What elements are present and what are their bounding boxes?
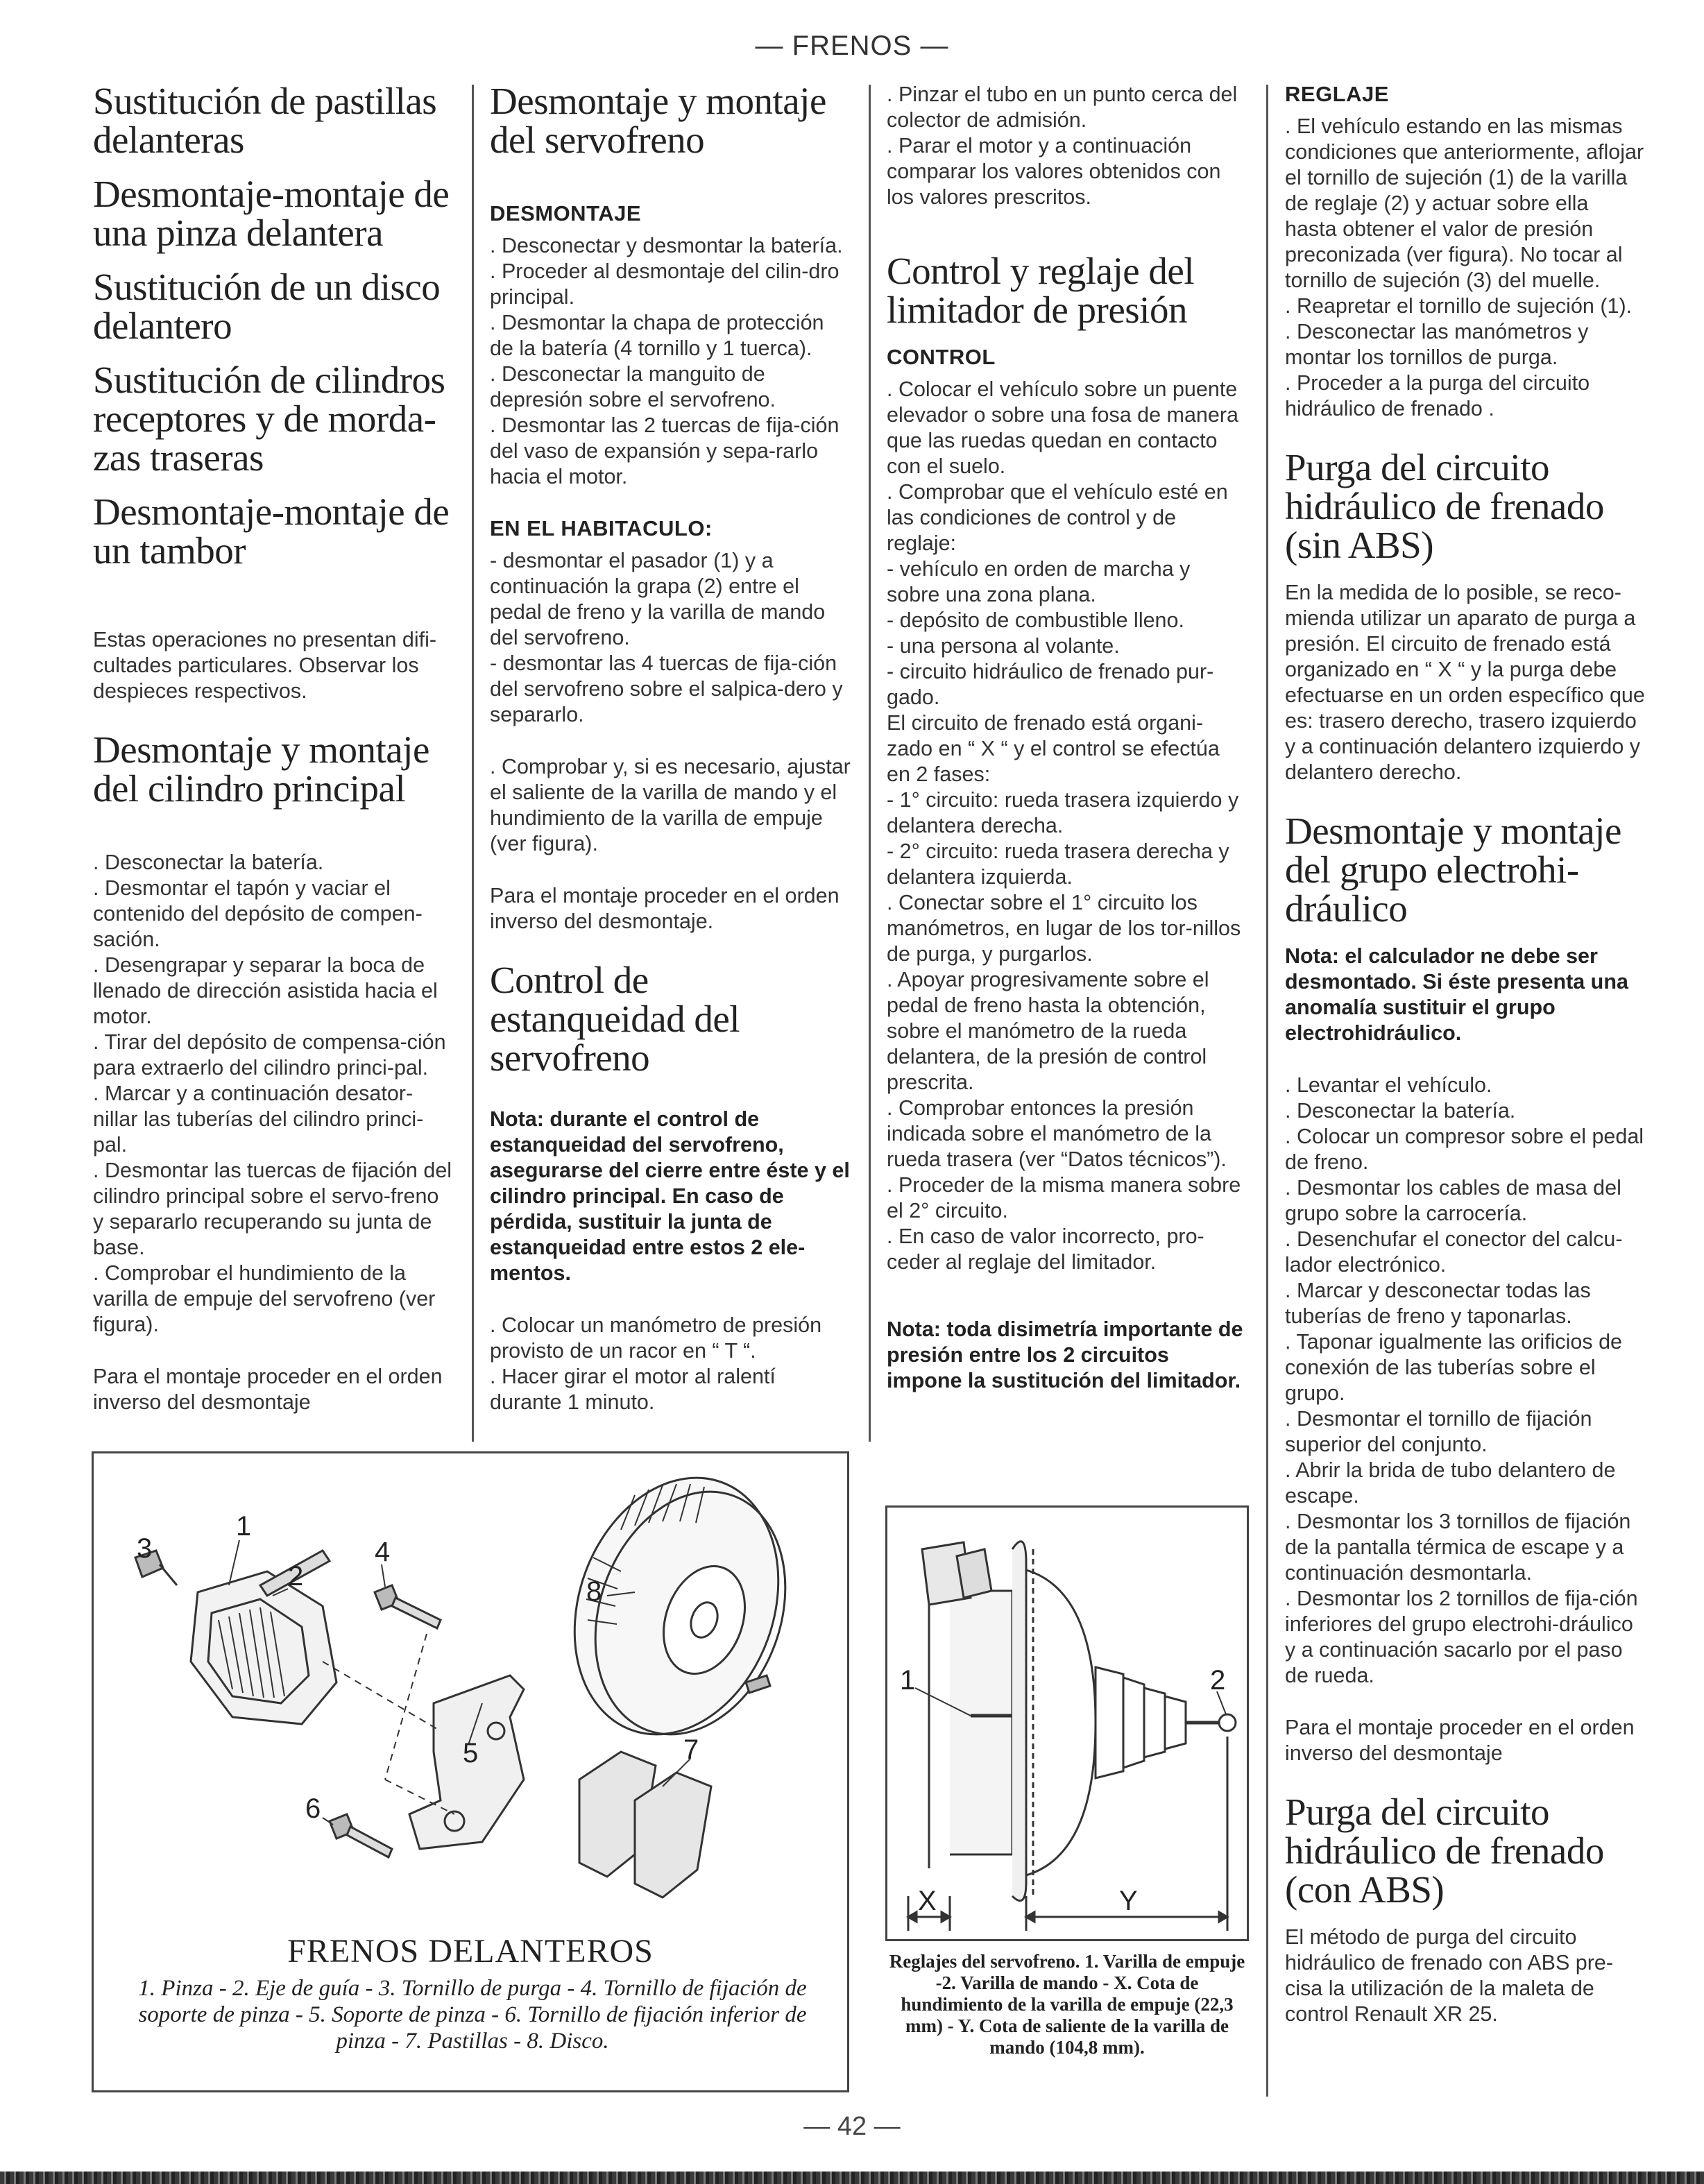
column-rule xyxy=(1266,85,1268,2097)
paragraph: . Desengrapar y separar la boca de llenado de dirección asistida hacia el motor. xyxy=(93,953,438,1028)
paragraph: . Comprobar entonces la presión indicada sobre el manómetro de la rueda trasera (ver “Datos técnicos”). xyxy=(887,1096,1227,1171)
paragraph: Para el montaje proceder en el orden inverso del desmontaje xyxy=(1285,1716,1635,1765)
section-heading: Purga del circuito hidráulico de frenado (con ABS) xyxy=(1285,1791,1604,1911)
paragraph: . Tirar del depósito de compensa-ción para extraerlo del cilindro princi-pal. xyxy=(93,1030,446,1080)
paragraph: . Desconectar la batería. xyxy=(93,851,324,874)
paragraph: . Desmontar los cables de masa del grupo sobre la carrocería. xyxy=(1285,1176,1621,1225)
page-number: — 42 — xyxy=(803,2112,901,2141)
paragraph: . Desmontar las 2 tuercas de fija-ción del vaso de expansión y sepa-rarlo hacia el motor. xyxy=(490,413,840,488)
subheading: CONTROL xyxy=(887,345,996,369)
paragraph: . El vehículo estando en las mismas condiciones que anteriormente, aflojar el tornillo de sujeción (1) de la varilla de reglaje (2) y actuar sobre ella hasta obtener el valor de presión preconizada (ver figura). No tocar al tornillo de sujeción (3) del muelle. xyxy=(1285,114,1644,292)
paragraph: - desmontar las 4 tuercas de fija-ción del servofreno sobre el salpica-dero y separarlo. xyxy=(490,651,843,726)
front-brakes-figure xyxy=(92,1451,849,2092)
figure-label: X xyxy=(918,1886,937,1916)
figure-label: 4 xyxy=(375,1537,391,1567)
figure-label: Y xyxy=(1119,1886,1138,1916)
paragraph: . Colocar un compresor sobre el pedal de freno. xyxy=(1285,1125,1644,1174)
paragraph: - depósito de combustible lleno. xyxy=(887,608,1184,632)
section-heading: Purga del circuito hidráulico de frenado (sin ABS) xyxy=(1285,446,1604,566)
column-3 xyxy=(887,82,1247,1394)
paragraph: Para el montaje proceder en el orden inverso del desmontaje. xyxy=(490,884,840,933)
scan-edge xyxy=(0,2172,1704,2184)
servo-brake-drawing xyxy=(887,1508,1247,1939)
paragraph: . Pinzar el tubo en un punto cerca del colector de admisión. xyxy=(887,83,1238,132)
paragraph: . Colocar un manómetro de presión provisto de un racor en “ T “. xyxy=(490,1313,822,1363)
note: Nota: toda disimetría importante de presión entre los 2 circuitos impone la sustitución del limitador. xyxy=(887,1317,1243,1392)
subheading: DESMONTAJE xyxy=(490,201,642,225)
paragraph: - circuito hidráulico de frenado pur-gado. xyxy=(887,660,1214,709)
paragraph: - 1° circuito: rueda trasera izquierdo y delantera derecha. xyxy=(887,788,1239,837)
figure-label: 7 xyxy=(683,1734,699,1765)
paragraph: . Desmontar los 3 tornillos de fijación de la pantalla térmica de escape y a continuación desmontarla. xyxy=(1285,1510,1631,1585)
paragraph: - 2° circuito: rueda trasera derecha y delantera izquierda. xyxy=(887,839,1229,889)
paragraph: . Marcar y desconectar todas las tuberías de freno y taponarlas. xyxy=(1285,1279,1591,1328)
section-heading: Desmontaje y montaje del servofreno xyxy=(490,80,826,161)
column-rule xyxy=(472,85,474,1442)
column-2 xyxy=(490,82,851,1415)
paragraph: . Desenchufar el conector del calcu-lador electrónico. xyxy=(1285,1227,1623,1277)
paragraph: En la medida de lo posible, se reco-mienda utilizar un aparato de purga a presión. El circuito de frenado está organizado en “ X “ y la purga debe efectuarse en un orden específico que es: trasero derecho, trasero izquierdo y a continuación delantero izquierdo y delantero derecho. xyxy=(1285,581,1645,784)
paragraph: . Proceder de la misma manera sobre el 2° circuito. xyxy=(887,1173,1241,1222)
figure-label: 1 xyxy=(236,1511,252,1542)
paragraph: - desmontar el pasador (1) y a continuación la grapa (2) entre el pedal de freno y la varilla de mando del servofreno. xyxy=(490,549,826,649)
front-brakes-drawing xyxy=(94,1453,847,1925)
paragraph: . Taponar igualmente las orificios de conexión de las tuberías sobre el grupo. xyxy=(1285,1330,1623,1405)
figure-caption: 1. Pinza - 2. Eje de guía - 3. Tornillo de purga - 4. Tornillo de fijación de soporte de pinza - 5. Soporte de pinza - 6. Tornillo de fijación inferior de pinza - 7. Pastillas - 8. Disco. xyxy=(138,1976,807,2054)
paragraph: . Colocar el vehículo sobre un puente elevador o sobre una fosa de manera que las ruedas quedan en contacto con el suelo. xyxy=(887,377,1238,478)
column-4 xyxy=(1285,82,1646,2027)
section-heading: Sustitución de pastillas delanteras xyxy=(93,80,437,161)
figure-label: 2 xyxy=(1210,1665,1226,1696)
paragraph: . Comprobar el hundimiento de la varilla de empuje del servofreno (ver figura). xyxy=(93,1261,436,1336)
paragraph: . Proceder a la purga del circuito hidráulico de frenado . xyxy=(1285,371,1590,420)
paragraph: . Marcar y a continuación desator-nillar las tuberías del cilindro princi-pal. xyxy=(93,1082,424,1157)
figure-label: 5 xyxy=(463,1738,479,1768)
paragraph: - una persona al volante. xyxy=(887,634,1120,658)
column-rule xyxy=(869,85,871,1442)
paragraph: . Desmontar la chapa de protección de la batería (4 tornillo y 1 tuerca). xyxy=(490,311,824,360)
paragraph: . Desmontar los 2 tornillos de fija-ción inferiores del grupo electrohi-dráulico y a continuación sacarlo por el paso de rueda. xyxy=(1285,1587,1638,1687)
column-1 xyxy=(93,82,454,1415)
figure-label: 2 xyxy=(288,1561,304,1592)
note: Nota: el calculador ne debe ser desmontado. Si éste presenta una anomalía sustituir el grupo electrohidráulico. xyxy=(1285,944,1628,1045)
paragraph: . Desmontar el tornillo de fijación superior del conjunto. xyxy=(1285,1407,1592,1456)
figure-title: FRENOS DELANTEROS xyxy=(287,1933,654,1970)
section-heading: Desmontaje y montaje del cilindro principal xyxy=(93,728,429,810)
paragraph: El método de purga del circuito hidráulico de frenado con ABS pre-cisa la utilización de la maleta de control Renault XR 25. xyxy=(1285,1925,1614,2026)
section-heading: Sustitución de un disco delantero xyxy=(93,266,441,347)
paragraph: . Levantar el vehículo. xyxy=(1285,1073,1492,1097)
servo-brake-figure xyxy=(885,1505,1249,1941)
paragraph: . Desconectar y desmontar la batería. xyxy=(490,234,843,257)
figure-caption: Reglajes del servofreno. 1. Varilla de empuje -2. Varilla de mando - X. Cota de hundimiento de la varilla de empuje (22,3 mm) - Y. Cota de saliente de la varilla de mando (104,8 mm). xyxy=(889,1951,1245,2058)
paragraph: . Hacer girar el motor al ralentí durante 1 minuto. xyxy=(490,1365,776,1414)
paragraph: . Parar el motor y a continuación comparar los valores obtenidos con los valores prescritos. xyxy=(887,134,1221,209)
note: Nota: durante el control de estanqueidad del servofreno, asegurarse del cierre entre éste y el cilindro principal. En caso de pérdida, sustituir la junta de estanqueidad entre estos 2 ele-mentos. xyxy=(490,1107,850,1285)
paragraph: - vehículo en orden de marcha y sobre una zona plana. xyxy=(887,557,1191,606)
paragraph: . Apoyar progresivamente sobre el pedal de freno hasta la obtención, sobre el manómetro de la rueda delantera, de la presión de control prescrita. xyxy=(887,968,1209,1094)
paragraph: . Comprobar y, si es necesario, ajustar el saliente de la varilla de mando y el hundimiento de la varilla de empuje (ver figura). xyxy=(490,755,851,855)
section-heading: Desmontaje-montaje de una pinza delantera xyxy=(93,173,450,254)
figure-label: 6 xyxy=(305,1793,321,1824)
paragraph: . Desconectar la batería. xyxy=(1285,1099,1516,1123)
paragraph: Para el montaje proceder en el orden inverso del desmontaje xyxy=(93,1365,443,1414)
paragraph: . Conectar sobre el 1° circuito los manómetros, en lugar de los tor-nillos de purga, y purgarlos. xyxy=(887,891,1241,966)
paragraph: . Comprobar que el vehículo esté en las condiciones de control y de reglaje: xyxy=(887,480,1228,555)
figure-label: 3 xyxy=(137,1533,153,1564)
paragraph: . Desconectar las manómetros y montar los tornillos de purga. xyxy=(1285,320,1589,369)
paragraph: . En caso de valor incorrecto, pro-ceder al reglaje del limitador. xyxy=(887,1225,1204,1274)
section-heading: Sustitución de cilindros receptores y de morda-zas traseras xyxy=(93,359,445,479)
section-heading: Control y reglaje del limitador de presión xyxy=(887,250,1195,331)
paragraph: El circuito de frenado está organi-zado en “ X “ y el control se efectúa en 2 fases: xyxy=(887,711,1220,786)
running-header: — FRENOS — xyxy=(755,31,949,61)
figure-label: 1 xyxy=(900,1665,916,1696)
paragraph: . Desmontar el tapón y vaciar el contenido del depósito de compen-sación. xyxy=(93,876,423,951)
section-heading: Control de estanqueidad del servofreno xyxy=(490,959,740,1079)
paragraph: . Desconectar la manguito de depresión sobre el servofreno. xyxy=(490,362,776,411)
paragraph: . Abrir la brida de tubo delantero de escape. xyxy=(1285,1458,1616,1508)
figure-label: 8 xyxy=(586,1576,602,1607)
subheading: EN EL HABITACULO: xyxy=(490,516,713,540)
section-heading: Desmontaje y montaje del grupo electrohi-dráulico xyxy=(1285,810,1621,930)
section-heading: Desmontaje-montaje de un tambor xyxy=(93,490,450,572)
paragraph: Estas operaciones no presentan difi-cultades particulares. Observar los despieces respectivos. xyxy=(93,628,437,703)
paragraph: . Reapretar el tornillo de sujeción (1). xyxy=(1285,294,1633,318)
paragraph: . Desmontar las tuercas de fijación del cilindro principal sobre el servo-freno y separarlo recuperando su junta de base. xyxy=(93,1159,452,1259)
subheading: REGLAJE xyxy=(1285,82,1389,106)
paragraph: . Proceder al desmontaje del cilin-dro principal. xyxy=(490,259,840,309)
